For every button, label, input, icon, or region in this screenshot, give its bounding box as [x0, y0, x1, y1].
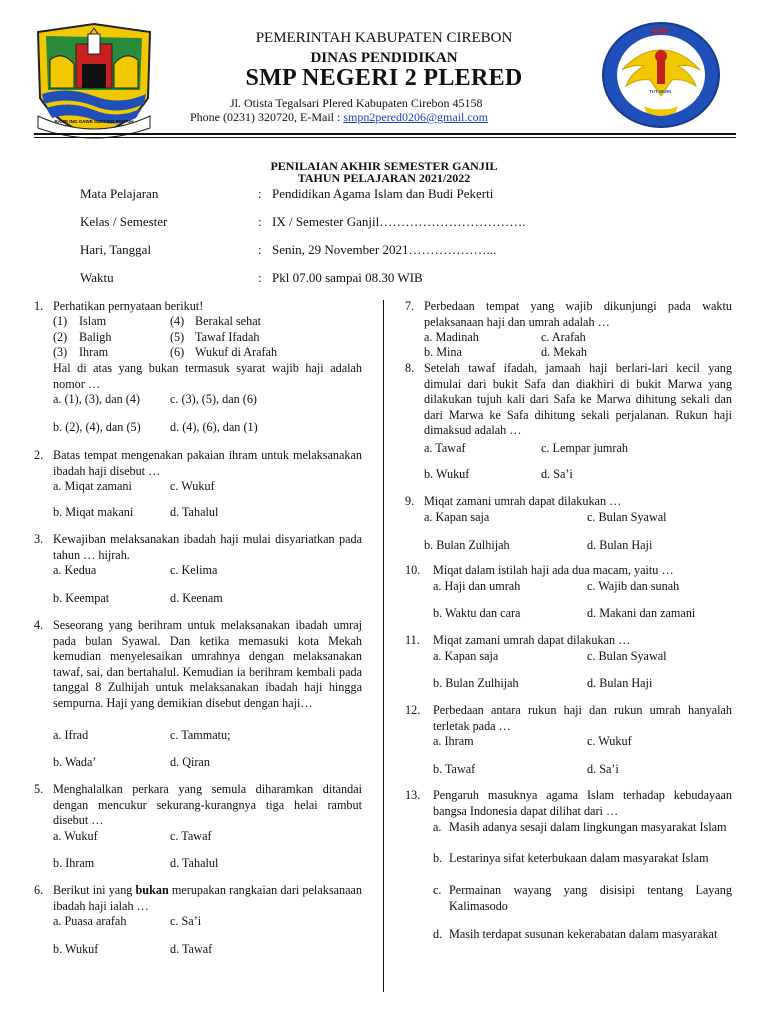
- statement-item: (5): [170, 330, 185, 344]
- option-d[interactable]: d. Mekah: [541, 345, 588, 359]
- question-text: Perbedaan tempat yang wajib dikunjungi pada waktu pelaksanaan haji dan umrah adalah …: [424, 299, 732, 329]
- question-2: [34, 448, 362, 479]
- info-separator: :: [258, 186, 262, 201]
- option-b[interactable]: b. Bulan Zulhijah: [424, 538, 510, 552]
- header-rule-thin: [34, 137, 736, 138]
- question-7: [405, 299, 732, 330]
- question-text-part: merupakan rangkaian dari pelaksanaan ibadah haji ialah …: [53, 883, 362, 913]
- question-3: [34, 532, 362, 563]
- option-c[interactable]: c. Tammatu;: [170, 728, 231, 742]
- department-name: DINAS PENDIDIKAN: [310, 50, 458, 66]
- statement-item: (3): [53, 345, 68, 359]
- option-b[interactable]: b. Mina: [424, 345, 462, 359]
- option-letter: c.: [433, 883, 442, 897]
- info-value: IX / Semester Ganjil…………………………….: [272, 214, 526, 229]
- question-text: Seseorang yang berihram untuk melaksanakan ibadah umraj pada bulan Syawal. Dan ketika memasuki kota Mekah kemudian menyelesaikan umrahnya dengan melaksanakan tawaf, sai, dan bertahalul. Kemudian ia berihram kembali pada tanggal 8 Zulhijah untuk melaksanakan ibadah haji hingga sempurna. Haji yang demikian disebut dengan haji…: [53, 618, 362, 710]
- option-b[interactable]: b. Wada’: [53, 755, 97, 769]
- question-number: 2.: [34, 448, 44, 462]
- info-label: Mata Pelajaran: [80, 186, 159, 201]
- option-c[interactable]: c. Tawaf: [170, 829, 212, 843]
- statement-item: Berakal sehat: [195, 314, 261, 328]
- option-c[interactable]: c. Bulan Syawal: [587, 649, 667, 663]
- option-text: Lestarinya sifat keterbukaan dalam masyarakat Islam: [449, 851, 709, 865]
- option-a[interactable]: a. Kapan saja: [424, 510, 490, 524]
- question-text: Setelah tawaf ifadah, jamaah haji berlari-lari kecil yang dimulai dari bukit Safa dan diakhiri di bukit Marwa yang dilakukan tujuh kali dari Safa ke Marwa dihitung sekali dan dari Marwa ke Safa dihitung sekali perjalanan. Rukun haji dimaksud adalah …: [424, 361, 732, 437]
- school-address: Jl. Otista Tegalsari Plered Kabupaten Cirebon 45158: [230, 96, 483, 110]
- option-b[interactable]: b. Tawaf: [433, 762, 476, 776]
- question-10: [405, 563, 732, 579]
- info-label: Hari, Tanggal: [80, 242, 152, 257]
- option-d[interactable]: d. Qiran: [170, 755, 210, 769]
- option-a[interactable]: a. Madinah: [424, 330, 479, 344]
- statement-item: (6): [170, 345, 185, 359]
- option-d[interactable]: d. Tahalul: [170, 856, 219, 870]
- question-6: [34, 883, 362, 914]
- question-9: [405, 494, 732, 510]
- option-d[interactable]: d. Makani dan zamani: [587, 606, 696, 620]
- statement-item: Ihram: [79, 345, 109, 359]
- question-1: [34, 299, 362, 315]
- option-d[interactable]: d. Tahalul: [170, 505, 219, 519]
- exam-title: PENILAIAN AKHIR SEMESTER GANJIL: [270, 159, 498, 173]
- info-row-subject: [80, 186, 493, 202]
- column-divider: [383, 300, 384, 992]
- statement-item: Baligh: [79, 330, 112, 344]
- option-d[interactable]: d. Bulan Haji: [587, 538, 653, 552]
- government-name: PEMERINTAH KABUPATEN CIREBON: [255, 30, 513, 46]
- info-row-date: [80, 242, 496, 258]
- option-d[interactable]: d. Keenam: [170, 591, 223, 605]
- option-d[interactable]: d. Sa’i: [587, 762, 619, 776]
- question-number: 11.: [405, 633, 420, 647]
- question-number: 3.: [34, 532, 44, 546]
- option-a[interactable]: a. Ihram: [433, 734, 474, 748]
- question-number: 6.: [34, 883, 44, 897]
- option-a[interactable]: [433, 820, 732, 836]
- info-row-class: [80, 214, 525, 230]
- question-4: [34, 618, 362, 711]
- question-text: Miqat zamani umrah dapat dilakukan …: [433, 633, 631, 647]
- option-b[interactable]: b. Wukuf: [53, 942, 99, 956]
- option-a[interactable]: a. Puasa arafah: [53, 914, 127, 928]
- right-logo-bottom-text: PLERED: [649, 109, 671, 115]
- info-value: Senin, 29 November 2021………………...: [272, 242, 497, 257]
- question-text: Pengaruh masuknya agama Islam terhadap kebudayaan bangsa Indonesia dapat dilihat dari …: [433, 788, 732, 818]
- option-c[interactable]: c. (3), (5), dan (6): [170, 392, 257, 406]
- option-d[interactable]: d. Sa’i: [541, 467, 573, 481]
- question-text: Batas tempat mengenakan pakaian ihram untuk melaksanakan ibadah haji disebut …: [53, 448, 362, 478]
- option-c[interactable]: c. Wukuf: [587, 734, 632, 748]
- option-b[interactable]: b. Ihram: [53, 856, 95, 870]
- question-5: [34, 782, 362, 829]
- question-number: 13.: [405, 788, 421, 802]
- exam-year: TAHUN PELAJARAN 2021/2022: [297, 171, 471, 185]
- info-separator: :: [258, 242, 262, 257]
- statement-item: Wukuf di Arafah: [195, 345, 278, 359]
- option-c[interactable]: [433, 883, 732, 914]
- option-a[interactable]: a. Kapan saja: [433, 649, 499, 663]
- question-number: 4.: [34, 618, 44, 632]
- option-b[interactable]: b. Wukuf: [424, 467, 470, 481]
- question-8: [405, 361, 732, 439]
- phone-label: Phone (0231) 320720, E-Mail :: [190, 110, 344, 124]
- question-number: 9.: [405, 494, 415, 508]
- option-a[interactable]: a. (1), (3), dan (4): [53, 392, 140, 406]
- question-text: Perhatikan pernyataan berikut!: [53, 299, 204, 313]
- question-text-cont: [53, 361, 362, 392]
- question-text: Perbedaan antara rukun haji dan rukun umrah hanyalah terletak pada …: [433, 703, 732, 733]
- question-emphasis: bukan: [135, 883, 169, 897]
- option-c[interactable]: c. Sa’i: [170, 914, 202, 928]
- option-text: Masih terdapat susunan kekerabatan dalam masyarakat: [449, 927, 718, 941]
- info-separator: :: [258, 214, 262, 229]
- question-text: Kewajiban melaksanakan ibadah haji mulai disyariatkan pada tahun … hijrah.: [53, 532, 362, 562]
- question-13: [405, 788, 732, 819]
- question-number: 12.: [405, 703, 421, 717]
- option-c[interactable]: c. Bulan Syawal: [587, 510, 667, 524]
- option-a[interactable]: a. Haji dan umrah: [433, 579, 521, 593]
- option-a[interactable]: a. Ifrad: [53, 728, 89, 742]
- option-letter: a.: [433, 820, 442, 834]
- option-text: Permainan wayang yang disisipi tentang Layang Kalimasodo: [449, 883, 732, 913]
- option-c[interactable]: c. Wajib dan sunah: [587, 579, 680, 593]
- option-c[interactable]: c. Wukuf: [170, 479, 215, 493]
- option-d[interactable]: [433, 927, 732, 943]
- info-value: Pendidikan Agama Islam dan Budi Pekerti: [272, 186, 494, 201]
- info-label: Kelas / Semester: [80, 214, 168, 229]
- option-a[interactable]: a. Tawaf: [424, 441, 466, 455]
- option-c[interactable]: c. Arafah: [541, 330, 586, 344]
- option-d[interactable]: d. Bulan Haji: [587, 676, 653, 690]
- option-c[interactable]: c. Kelima: [170, 563, 218, 577]
- option-d[interactable]: d. Tawaf: [170, 942, 213, 956]
- option-d[interactable]: d. (4), (6), dan (1): [170, 420, 258, 434]
- question-text: Miqat zamani umrah dapat dilakukan …: [424, 494, 622, 508]
- statement-item: Tawaf Ifadah: [195, 330, 260, 344]
- question-number: 7.: [405, 299, 415, 313]
- info-row-time: [80, 270, 423, 286]
- question-12: [405, 703, 732, 734]
- option-letter: d.: [433, 927, 443, 941]
- header-rule-thick: [34, 133, 736, 135]
- statement-item: Islam: [79, 314, 107, 328]
- email-link[interactable]: smpn2pered0206@gmail.com: [343, 110, 489, 124]
- statement-item: (2): [53, 330, 68, 344]
- question-text: Menghalalkan perkara yang semula diharamkan ditandai dengan mencukur sekurang-kurangnya tiga helai rambut disebut …: [53, 782, 362, 827]
- statement-item: (4): [170, 314, 185, 328]
- left-logo-ribbon-text: RAME ING GAWE SUCI ING PAMRIH: [54, 119, 134, 124]
- question-number: 10.: [405, 563, 421, 577]
- question-text: Hal di atas yang bukan termasuk syarat wajib haji adalah nomor …: [53, 361, 362, 391]
- option-b[interactable]: b. Keempat: [53, 591, 110, 605]
- statement-item: (1): [53, 314, 68, 328]
- option-b[interactable]: b. (2), (4), dan (5): [53, 420, 141, 434]
- school-name: SMP NEGERI 2 PLERED: [245, 65, 523, 91]
- option-text: Masih adanya sesaji dalam lingkungan masyarakat Islam: [449, 820, 727, 834]
- option-c[interactable]: c. Lempar jumrah: [541, 441, 628, 455]
- info-value: Pkl 07.00 sampai 08.30 WIB: [272, 270, 423, 285]
- info-label: Waktu: [80, 270, 114, 285]
- question-text: [34, 883, 362, 914]
- option-b[interactable]: [433, 851, 732, 867]
- question-number: 8.: [405, 361, 415, 375]
- right-logo-motto-text: TUT WURI: [649, 89, 671, 94]
- question-number: 1.: [34, 299, 44, 313]
- right-logo-top-text: SMP: [651, 27, 669, 36]
- question-text: Miqat dalam istilah haji ada dua macam, yaitu …: [433, 563, 674, 577]
- question-11: [405, 633, 732, 649]
- option-b[interactable]: b. Waktu dan cara: [433, 606, 521, 620]
- question-number: 5.: [34, 782, 44, 796]
- question-text-part: Berikut ini yang: [53, 883, 136, 897]
- contact-line: [190, 110, 488, 125]
- option-b[interactable]: b. Miqat makani: [53, 505, 134, 519]
- option-a[interactable]: a. Wukuf: [53, 829, 98, 843]
- option-letter: b.: [433, 851, 443, 865]
- option-a[interactable]: a. Kedua: [53, 563, 97, 577]
- option-b[interactable]: b. Bulan Zulhijah: [433, 676, 519, 690]
- option-a[interactable]: a. Miqat zamani: [53, 479, 132, 493]
- info-separator: :: [258, 270, 262, 285]
